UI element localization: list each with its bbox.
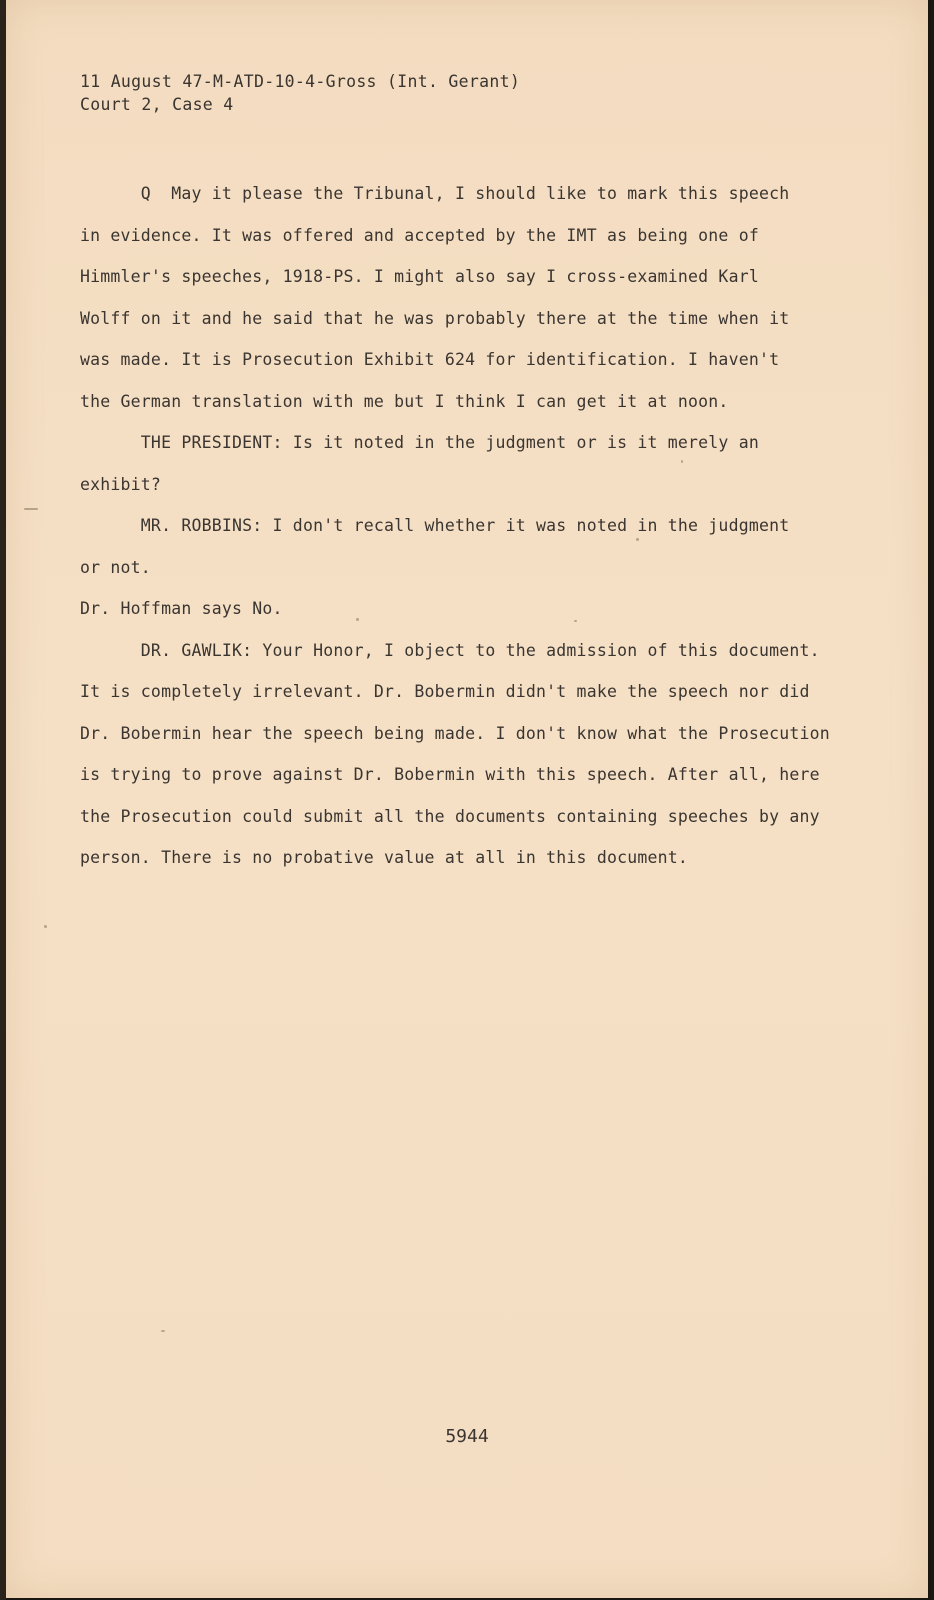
transcript-line: is trying to prove against Dr. Bobermin with this speech. After all, here [80,765,820,784]
transcript-line: exhibit? [80,474,162,494]
transcript-line: THE PRESIDENT: Is it noted in the judgment or is it merely an [80,433,759,452]
transcript-line: person. There is no probative value at all in this document. [80,848,689,867]
page-number: 5944 [445,1426,489,1447]
transcript-line: was made. It is Prosecution Exhibit 624 for identification. I haven't [80,350,780,369]
transcript-line: Q May it please the Tribunal, I should like to mark this speech [80,184,790,203]
transcript-line: the German translation with me but I think I can get it at noon. [80,391,729,411]
header-reference: 11 August 47-M-ATD-10-4-Gross (Int. Gerant) [80,72,521,91]
transcript-line: Dr. Hoffman says No. [80,599,283,618]
header-court-case: Court 2, Case 4 [80,95,234,114]
paper-speck [44,925,47,928]
transcript-line: the Prosecution could submit all the documents containing speeches by any [80,806,820,826]
transcript-body [80,173,850,879]
transcript-line: Himmler's speeches, 1918-PS. I might also say I cross-examined Karl [80,267,759,286]
paper-speck [161,1330,165,1332]
transcript-line: It is completely irrelevant. Dr. Bobermin didn't make the speech nor did [80,682,810,701]
document-header [80,70,520,116]
transcript-line: in evidence. It was offered and accepted by the IMT as being one of [80,225,759,245]
transcript-line: or not. [80,557,151,577]
transcript-line: DR. GAWLIK: Your Honor, I object to the admission of this document. [80,640,820,660]
transcript-line: Wolff on it and he said that he was probably there at the time when it [80,308,790,328]
paper-speck [24,508,38,510]
transcript-line: Dr. Bobermin hear the speech being made. I don't know what the Prosecution [80,723,830,743]
transcript-line: MR. ROBBINS: I don't recall whether it was noted in the judgment [80,516,790,535]
